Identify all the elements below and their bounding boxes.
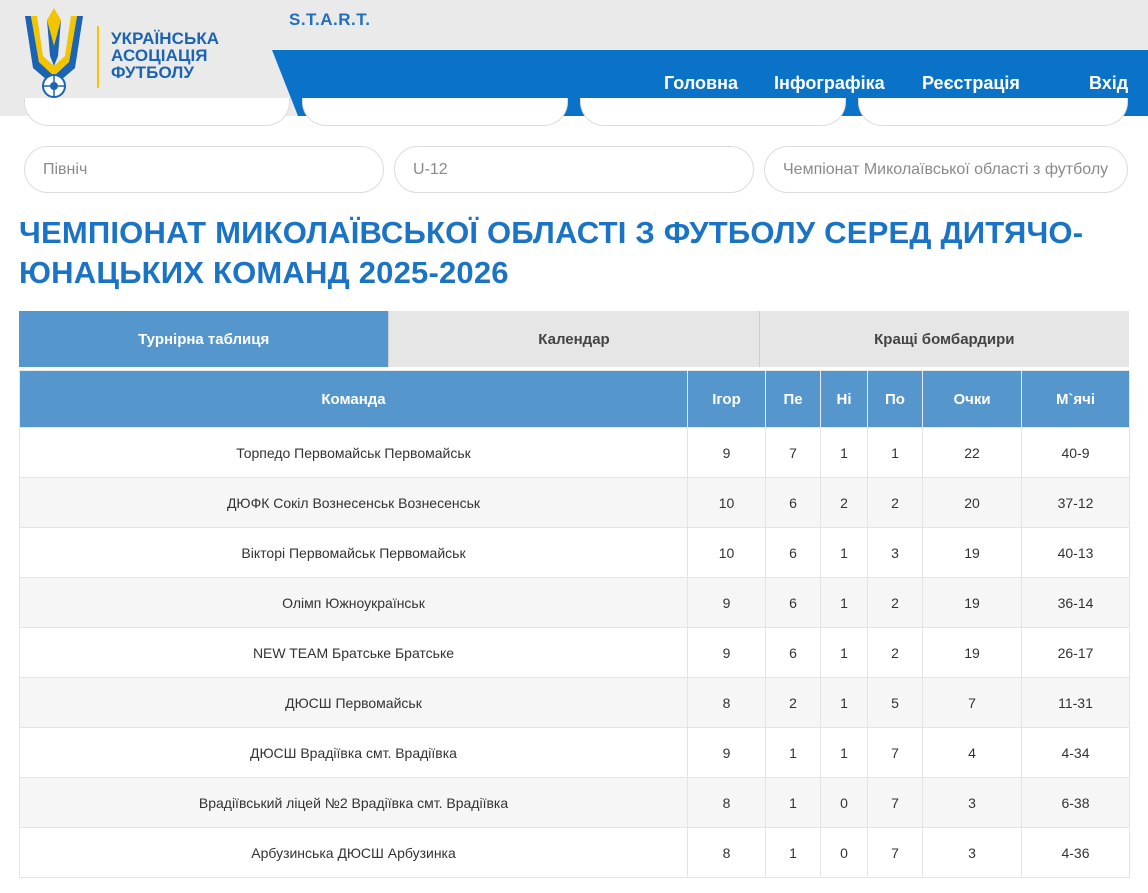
table-row — [20, 728, 1130, 778]
cell-draws: 1 — [821, 528, 868, 578]
cell-goals: 36-14 — [1022, 578, 1130, 628]
cell-draws: 0 — [821, 828, 868, 878]
cell-points: 3 — [923, 778, 1022, 828]
cell-draws: 2 — [821, 478, 868, 528]
col-header-goals[interactable]: М`ячі — [1022, 371, 1130, 428]
cell-games: 10 — [688, 528, 766, 578]
nav-infographics[interactable]: Інфографіка — [774, 73, 885, 93]
cell-games: 8 — [688, 778, 766, 828]
cell-wins: 6 — [766, 478, 821, 528]
cell-points: 19 — [923, 628, 1022, 678]
age-select[interactable]: U-12 — [394, 146, 754, 193]
nav-login[interactable]: Вхід — [1089, 73, 1129, 93]
cell-goals: 40-13 — [1022, 528, 1130, 578]
cell-losses: 1 — [868, 428, 923, 478]
cell-games: 9 — [688, 578, 766, 628]
table-row — [20, 528, 1130, 578]
cell-games: 9 — [688, 728, 766, 778]
cell-team[interactable]: ДЮФК Сокіл Вознесенськ Вознесенськ — [20, 478, 688, 528]
cell-points: 19 — [923, 528, 1022, 578]
tab-calendar[interactable]: Календар — [389, 311, 759, 367]
cell-goals: 26-17 — [1022, 628, 1130, 678]
table-row — [20, 478, 1130, 528]
cell-points: 4 — [923, 728, 1022, 778]
cell-draws: 1 — [821, 628, 868, 678]
cell-goals: 4-36 — [1022, 828, 1130, 878]
table-body — [20, 428, 1130, 878]
logo-line-3: ФУТБОЛУ — [111, 63, 195, 82]
col-header-draws[interactable]: Ні — [821, 371, 868, 428]
tab-standings[interactable]: Турнірна таблиця — [19, 311, 389, 367]
cell-team[interactable]: Олімп Южноукраїнськ — [20, 578, 688, 628]
cell-points: 3 — [923, 828, 1022, 878]
filter-select-partial-2[interactable] — [302, 98, 568, 126]
col-header-points[interactable]: Очки — [923, 371, 1022, 428]
cell-wins: 1 — [766, 728, 821, 778]
cell-team[interactable]: Арбузинська ДЮСШ Арбузинка — [20, 828, 688, 878]
cell-goals: 11-31 — [1022, 678, 1130, 728]
cell-points: 7 — [923, 678, 1022, 728]
cell-draws: 1 — [821, 428, 868, 478]
cell-games: 10 — [688, 478, 766, 528]
cell-points: 20 — [923, 478, 1022, 528]
cell-losses: 7 — [868, 828, 923, 878]
table-row — [20, 628, 1130, 678]
tabs — [19, 311, 1129, 367]
col-header-games[interactable]: Ігор — [688, 371, 766, 428]
cell-losses: 3 — [868, 528, 923, 578]
cell-team[interactable]: Торпедо Первомайськ Первомайськ — [20, 428, 688, 478]
cell-games: 9 — [688, 628, 766, 678]
region-select[interactable]: Північ — [24, 146, 384, 193]
logo-line-1: УКРАЇНСЬКА — [111, 29, 220, 48]
cell-draws: 0 — [821, 778, 868, 828]
table-row — [20, 778, 1130, 828]
cell-points: 19 — [923, 578, 1022, 628]
logo-line-2: АСОЦІАЦІЯ — [111, 46, 208, 65]
cell-losses: 2 — [868, 628, 923, 678]
cell-draws: 1 — [821, 578, 868, 628]
table-row — [20, 428, 1130, 478]
logo-divider — [97, 26, 99, 88]
cell-losses: 2 — [868, 478, 923, 528]
cell-points: 22 — [923, 428, 1022, 478]
nav-home[interactable]: Головна — [664, 73, 738, 93]
cell-wins: 6 — [766, 578, 821, 628]
cell-losses: 7 — [868, 778, 923, 828]
filter-select-partial-3[interactable] — [580, 98, 846, 126]
col-header-team[interactable]: Команда — [20, 371, 688, 428]
cell-wins: 1 — [766, 778, 821, 828]
table-row — [20, 578, 1130, 628]
col-header-losses[interactable]: По — [868, 371, 923, 428]
cell-losses: 5 — [868, 678, 923, 728]
nav-registration[interactable]: Реєстрація — [922, 73, 1020, 93]
standings-table — [19, 370, 1130, 878]
cell-losses: 7 — [868, 728, 923, 778]
cell-team[interactable]: NEW TEAM Братське Братське — [20, 628, 688, 678]
table-row — [20, 828, 1130, 878]
cell-wins: 7 — [766, 428, 821, 478]
col-header-wins[interactable]: Пе — [766, 371, 821, 428]
cell-games: 9 — [688, 428, 766, 478]
cell-wins: 2 — [766, 678, 821, 728]
cell-draws: 1 — [821, 678, 868, 728]
table-row — [20, 678, 1130, 728]
cell-games: 8 — [688, 678, 766, 728]
cell-team[interactable]: Врадіївський ліцей №2 Врадіївка смт. Врадіївка — [20, 778, 688, 828]
cell-losses: 2 — [868, 578, 923, 628]
cell-goals: 4-34 — [1022, 728, 1130, 778]
logo-text — [111, 30, 219, 81]
uaf-logo-icon[interactable] — [17, 6, 91, 106]
cell-team[interactable]: Вікторі Первомайськ Первомайськ — [20, 528, 688, 578]
cell-games: 8 — [688, 828, 766, 878]
cell-goals: 40-9 — [1022, 428, 1130, 478]
cell-wins: 1 — [766, 828, 821, 878]
filter-select-partial-1[interactable] — [24, 98, 290, 126]
page-title: ЧЕМПІОНАТ МИКОЛАЇВСЬКОЇ ОБЛАСТІ З ФУТБОЛУ СЕРЕД ДИТЯЧО-ЮНАЦЬКИХ КОМАНД 2025-2026 — [19, 215, 1084, 290]
cell-goals: 37-12 — [1022, 478, 1130, 528]
cell-draws: 1 — [821, 728, 868, 778]
table-header-row — [20, 371, 1130, 428]
cell-wins: 6 — [766, 628, 821, 678]
competition-select[interactable]: Чемпіонат Миколаївської області з футболу — [764, 146, 1128, 193]
tab-top-scorers[interactable]: Кращі бомбардири — [760, 311, 1129, 367]
cell-team[interactable]: ДЮСШ Врадіївка смт. Врадіївка — [20, 728, 688, 778]
cell-team[interactable]: ДЮСШ Первомайськ — [20, 678, 688, 728]
filter-select-partial-4[interactable] — [858, 98, 1128, 126]
cell-goals: 6-38 — [1022, 778, 1130, 828]
start-label[interactable]: S.T.A.R.T. — [289, 10, 371, 29]
cell-wins: 6 — [766, 528, 821, 578]
